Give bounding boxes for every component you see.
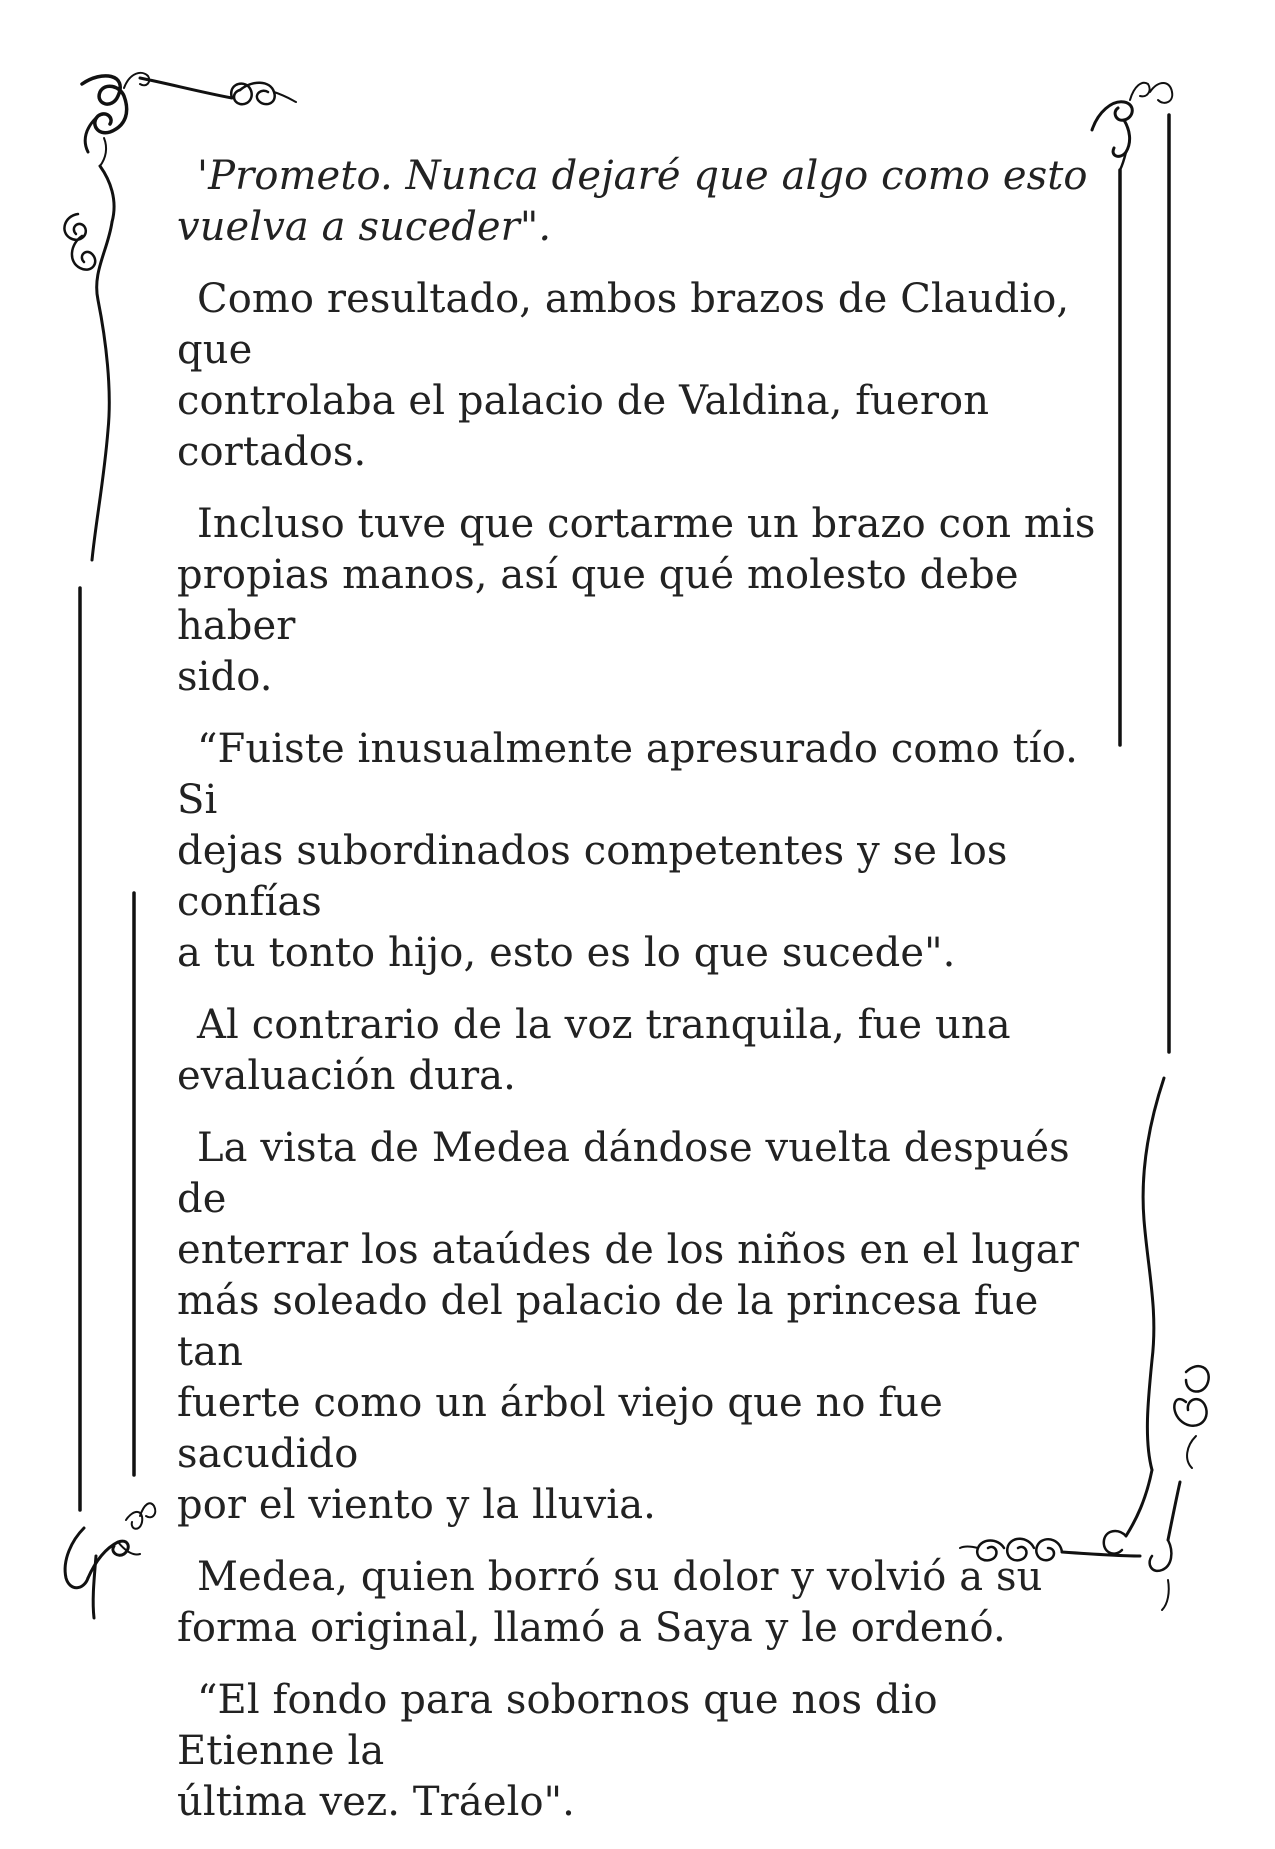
paragraph-2: Como resultado, ambos brazos de Claudio, que controlaba el palacio de Valdina, fueron cortados. xyxy=(177,276,1070,475)
paragraph-3: Incluso tuve que cortarme un brazo con mis propias manos, así que qué molesto debe haber sido. xyxy=(177,501,1096,700)
paragraph-8: “El fondo para sobornos que nos dio Etienne la última vez. Tráelo". xyxy=(177,1677,938,1825)
paragraph-6: La vista de Medea dándose vuelta después de enterrar los ataúdes de los niños en el lugar más soleado del palacio de la princesa fue tan fuerte como un árbol viejo que no fue sacudido por el viento y la lluvia. xyxy=(177,1125,1079,1528)
paragraph-7: Medea, quien borró su dolor y volvió a su forma original, llamó a Saya y le ordenó. xyxy=(177,1554,1043,1651)
document-body xyxy=(177,151,1107,1849)
paragraph-4: “Fuiste inusualmente apresurado como tío. Si dejas subordinados competentes y se los confías a tu tonto hijo, esto es lo que sucede". xyxy=(177,726,1078,976)
paragraph-5: Al contrario de la voz tranquila, fue una evaluación dura. xyxy=(177,1002,1011,1099)
paragraph-1: 'Prometo. Nunca dejaré que algo como esto vuelva a suceder". xyxy=(177,153,1088,250)
corner-flourish-bottom-left-icon xyxy=(65,1503,155,1618)
